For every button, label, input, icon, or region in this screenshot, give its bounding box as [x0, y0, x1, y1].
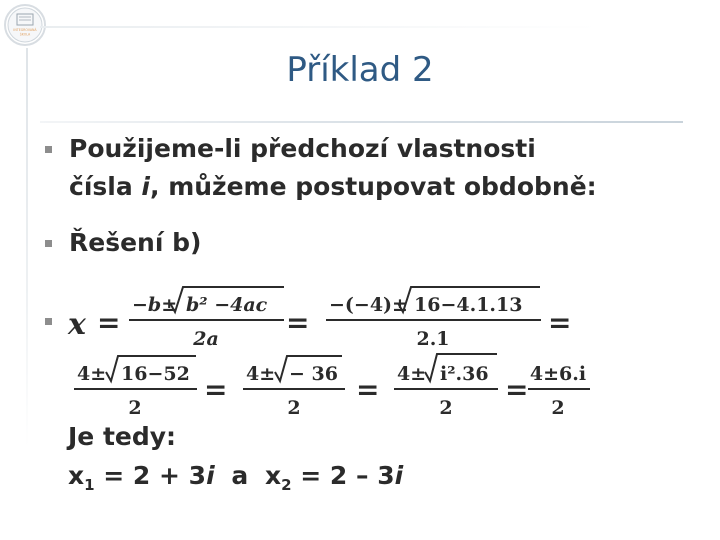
frac2-num-a: −(−4)±: [329, 294, 408, 316]
frac4-num-a: 4±: [246, 363, 276, 385]
fraction-3: [74, 356, 197, 419]
frac5-radicand: i².36: [440, 363, 489, 385]
equals-sign: =: [286, 306, 310, 339]
bullet-2-text: Řešení b): [69, 228, 202, 257]
equals-sign: =: [505, 373, 529, 406]
frac5-den: 2: [439, 397, 453, 419]
root1-italic-i: i: [206, 461, 215, 490]
fraction-1: [129, 287, 284, 350]
frac3-num-a: 4±: [77, 363, 107, 385]
equals-sign: =: [548, 306, 572, 339]
slide-title: Příklad 2: [286, 50, 434, 90]
root2-subscript: 2: [281, 476, 292, 494]
logo-text-2: ŠKOLA: [19, 32, 31, 37]
frac6-num: 4±6.i: [529, 363, 587, 385]
conjunction-and: a: [231, 461, 249, 490]
conclusion-roots: [68, 461, 403, 494]
fraction-4: [243, 356, 345, 419]
bullet-1-text-a: čísla: [69, 172, 142, 201]
conclusion-label: Je tedy:: [68, 422, 177, 451]
bullet-1-line-1: Použijeme-li předchozí vlastnosti: [69, 134, 536, 163]
root1-rhs: = 2 + 3: [94, 461, 207, 490]
frac1-num-a: −b±: [132, 294, 178, 316]
frac4-radicand: − 36: [289, 363, 338, 385]
root2-x: x: [264, 461, 282, 490]
frac3-radicand: 16−52: [121, 363, 190, 385]
frac2-radicand: 16−4.1.13: [414, 294, 523, 316]
fraction-2: [326, 287, 541, 350]
frac6-den: 2: [551, 397, 565, 419]
frac1-radicand: b² −4ac: [186, 294, 268, 316]
root2-rhs: = 2 – 3: [291, 461, 395, 490]
bullet-1-italic-i: i: [141, 172, 150, 201]
logo-text-1: INTEGROVANÁ: [13, 28, 37, 32]
fraction-6: [528, 363, 590, 419]
bullet-1-text-b: , můžeme postupovat obdobně:: [150, 172, 597, 201]
root2-italic-i: i: [394, 461, 404, 490]
equals-sign: =: [97, 306, 121, 339]
frac1-den: 2a: [193, 328, 219, 350]
frac2-den: 2.1: [416, 328, 450, 350]
fraction-5: [394, 354, 498, 419]
frac3-den: 2: [128, 397, 142, 419]
equals-sign: =: [204, 373, 228, 406]
root1-subscript: 1: [84, 476, 95, 494]
frac4-den: 2: [287, 397, 301, 419]
formula-x: x: [68, 307, 86, 342]
equals-sign: =: [356, 373, 380, 406]
root1-x: x: [68, 461, 85, 490]
frac5-num-a: 4±: [397, 363, 427, 385]
